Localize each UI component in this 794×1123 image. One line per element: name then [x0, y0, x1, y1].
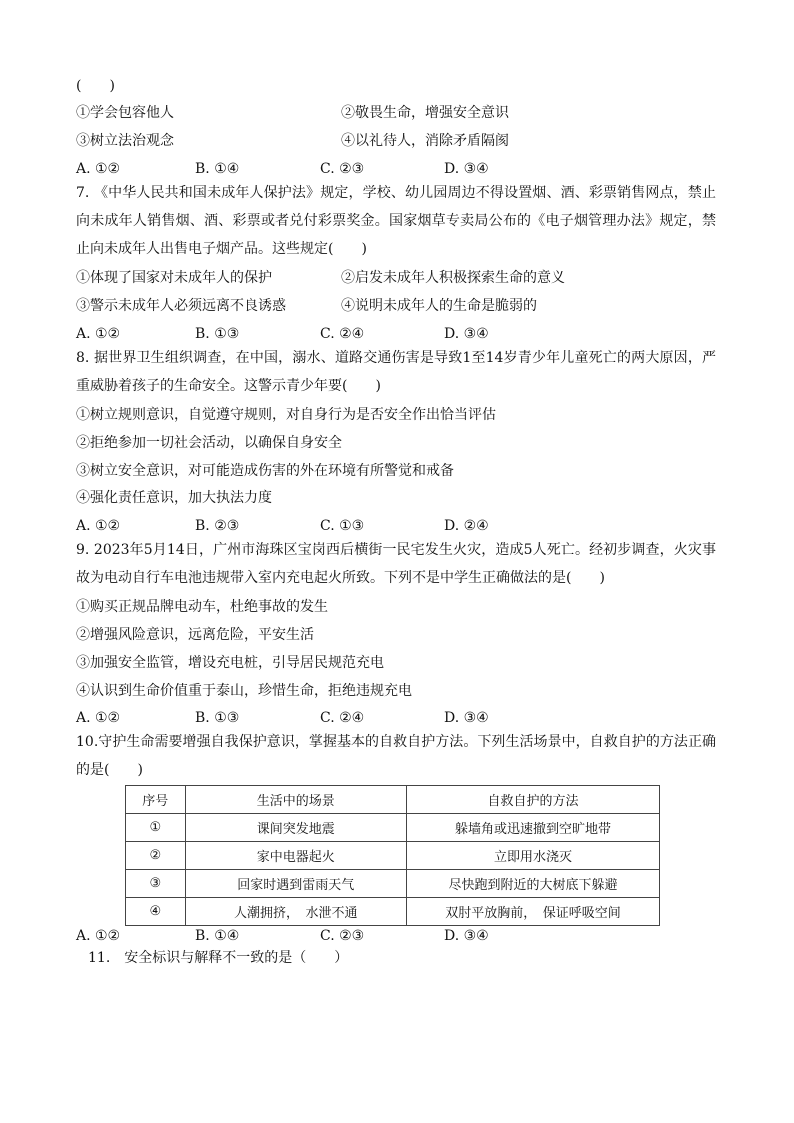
- q6-choice-b[interactable]: B. ①④: [195, 161, 240, 177]
- q7-option-1: ①体现了国家对未成年人的保护: [76, 270, 272, 286]
- q8-option-1: ①树立规则意识，自觉遵守规则，对自身行为是否安全作出恰当评估: [76, 407, 496, 423]
- q10-scene-table: [125, 785, 660, 926]
- q7-option-3: ③警示未成年人必须远离不良诱惑: [76, 298, 286, 314]
- table-cell: 尽快跑到附近的大树底下躲避: [406, 870, 659, 898]
- q7-options-row-2: [76, 296, 537, 316]
- q7-choice-a[interactable]: A. ①②: [76, 326, 121, 342]
- q6-answer-paren: ( ): [76, 78, 115, 94]
- q7-choice-d[interactable]: D. ③④: [444, 326, 489, 342]
- table-cell: ④: [126, 898, 186, 926]
- q8-option-4: ④强化责任意识，加大执法力度: [76, 490, 272, 506]
- q11-stem: 11. 安全标识与解释不一致的是（ ）: [88, 950, 349, 966]
- q6-option-2: ②敬畏生命，增强安全意识: [341, 105, 509, 121]
- table-cell: ②: [126, 842, 186, 870]
- q7-stem: 7. 《中华人民共和国未成年人保护法》规定，学校、幼儿园周边不得设置烟、酒、彩票销售网点，禁止向未成年人销售烟、酒、彩票或者兑付彩票奖金。国家烟草专卖局公布的《电子烟管理办法》规定，禁止向未成年人出售电子烟产品。这些规定( ): [76, 185, 716, 257]
- table-cell: 课间突发地震: [185, 814, 406, 842]
- table-cell: 躲墙角或迅速撤到空旷地带: [406, 814, 659, 842]
- q9-option-1: ①购买正规品牌电动车，杜绝事故的发生: [76, 599, 328, 615]
- q6-option-3: ③树立法治观念: [76, 133, 174, 149]
- table-cell: ①: [126, 814, 186, 842]
- q8-choice-a[interactable]: A. ①②: [76, 518, 121, 534]
- q9-option-3: ③加强安全监管，增设充电桩，引导居民规范充电: [76, 655, 384, 671]
- q6-option-1: ①学会包容他人: [76, 105, 174, 121]
- q8-option-3: ③树立安全意识，对可能造成伤害的外在环境有所警觉和戒备: [76, 463, 454, 479]
- table-cell: 人潮拥挤， 水泄不通: [185, 898, 406, 926]
- q6-choice-c[interactable]: C. ②③: [320, 161, 365, 177]
- table-cell: 立即用水浇灭: [406, 842, 659, 870]
- table-row: [126, 898, 660, 926]
- q10-choice-d[interactable]: D. ③④: [444, 928, 489, 944]
- table-cell: 回家时遇到雷雨天气: [185, 870, 406, 898]
- q8-choice-b[interactable]: B. ②③: [195, 518, 240, 534]
- q6-choice-a[interactable]: A. ①②: [76, 161, 121, 177]
- q7-choice-b[interactable]: B. ①③: [195, 326, 240, 342]
- q6-option-4: ④以礼待人，消除矛盾隔阂: [341, 133, 509, 149]
- q8-choice-c[interactable]: C. ①③: [320, 518, 365, 534]
- q10-choice-b[interactable]: B. ①④: [195, 928, 240, 944]
- q8-stem: 8. 据世界卫生组织调查，在中国，溺水、道路交通伤害是导致1至14岁青少年儿童死亡的两大原因，严重威胁着孩子的生命安全。这警示青少年要( ): [76, 350, 716, 394]
- q10-stem: 10.守护生命需要增强自我保护意识，掌握基本的自救自护方法。下列生活场景中，自救自护的方法正确的是( ): [76, 734, 716, 778]
- table-header-cell: 序号: [126, 786, 186, 814]
- q7-option-4: ④说明未成年人的生命是脆弱的: [341, 298, 537, 314]
- table-row: [126, 870, 660, 898]
- q7-option-2: ②启发未成年人积极探索生命的意义: [341, 270, 565, 286]
- q9-choice-a[interactable]: A. ①②: [76, 710, 121, 726]
- table-row: [126, 814, 660, 842]
- table-cell: 双肘平放胸前， 保证呼吸空间: [406, 898, 659, 926]
- q9-choice-d[interactable]: D. ③④: [444, 710, 489, 726]
- q6-options-row-1: [76, 103, 509, 123]
- q10-choice-c[interactable]: C. ②③: [320, 928, 365, 944]
- q9-option-4: ④认识到生命价值重于泰山，珍惜生命，拒绝违规充电: [76, 683, 412, 699]
- q6-options-row-2: [76, 131, 509, 151]
- q9-stem: 9. 2023年5月14日，广州市海珠区宝岗西后横街一民宅发生火灾，造成5人死亡。经初步调查，火灾事故为电动自行车电池违规带入室内充电起火所致。下列不是中学生正确做法的是( ): [76, 542, 716, 586]
- table-header-row: [126, 786, 660, 814]
- q9-choice-c[interactable]: C. ②④: [320, 710, 365, 726]
- q7-options-row-1: [76, 268, 565, 288]
- table-header-cell: 自救自护的方法: [406, 786, 659, 814]
- table-header-cell: 生活中的场景: [185, 786, 406, 814]
- table-cell: 家中电器起火: [185, 842, 406, 870]
- q8-choice-d[interactable]: D. ②④: [444, 518, 489, 534]
- q9-choice-b[interactable]: B. ①③: [195, 710, 240, 726]
- q9-option-2: ②增强风险意识，远离危险，平安生活: [76, 627, 314, 643]
- table-row: [126, 842, 660, 870]
- table-cell: ③: [126, 870, 186, 898]
- q7-choice-c[interactable]: C. ②④: [320, 326, 365, 342]
- q8-option-2: ②拒绝参加一切社会活动，以确保自身安全: [76, 435, 342, 451]
- q6-choice-d[interactable]: D. ③④: [444, 161, 489, 177]
- q10-choice-a[interactable]: A. ①②: [76, 928, 121, 944]
